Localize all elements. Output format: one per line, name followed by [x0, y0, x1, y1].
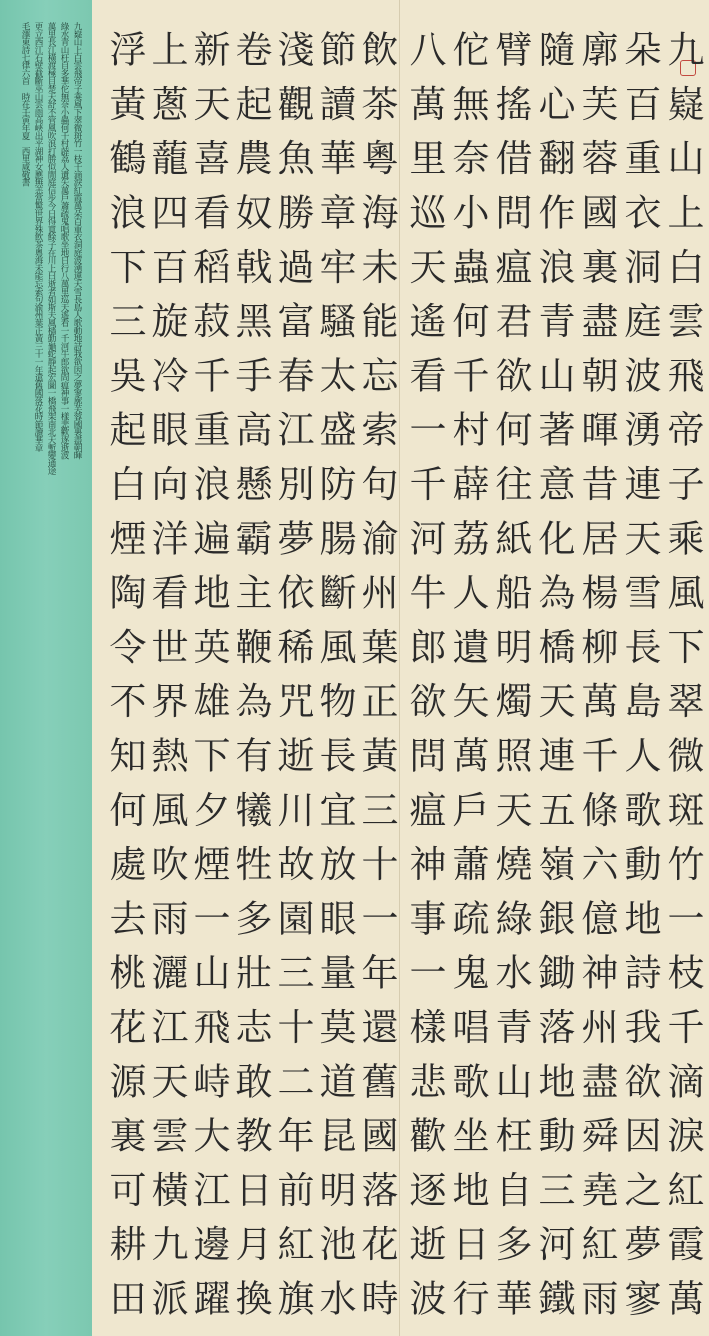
- colophon-column: 萬里長江橫渡極目楚天舒不管風吹浪打勝似閒庭信步今日得寬餘子在川上曰逝者如斯夫風檣動龜蛇靜起宏圖一橋飛架南北天塹變通途: [46, 22, 56, 475]
- calligraphy-column: 上蔥蘢四百旋冷眼向洋看世界熱風吹雨灑江天雲橫九派: [145, 30, 188, 1334]
- calligraphy-column: 九嶷山上白雲飛帝子乘風下翠微斑竹一枝千滴淚紅霞萬: [661, 30, 704, 1334]
- calligraphy-column: 節讀華章牢騷太盛防腸斷風物長宜放眼量莫道昆明池水: [313, 30, 356, 1334]
- calligraphy-column: 新天喜看稻菽千重浪遍地英雄下夕煙一山飛峙大江邊躍: [187, 30, 230, 1334]
- calligraphy-column: 廓芙蓉國裏盡朝暉昔居楊柳萬千條六億神州盡舜堯紅雨: [575, 30, 618, 1334]
- mounting-border-left: [0, 0, 92, 1336]
- calligraphy-column: 淺觀魚勝過富春江別夢依稀咒逝川故園三十二年前紅旗: [271, 30, 314, 1334]
- colophon-column: 更立西江石壁截斷巫山雲雨高峽出平湖神女應無恙當驚世界殊飲茶粵海未能忘索句渝州葉正黃三十一年還舊國落花時節讀華章: [33, 22, 43, 452]
- calligraphy-panel-left: [103, 30, 398, 1334]
- calligraphy-column: 八萬里巡天遙看一千河牛郎欲問瘟神事一樣悲歡逐逝波: [403, 30, 446, 1334]
- calligraphy-column: 臂搖借問瘟君欲何往紙船明燭照天燒綠水青山枉自多華: [489, 30, 532, 1334]
- calligraphy-column: 浮黃鶴浪下三吳起白煙陶令不知何處去桃花源裏可耕田: [103, 30, 146, 1334]
- calligraphy-column: 朵百重衣洞庭波湧連天雪長島人歌動地詩我欲因之夢寥: [618, 30, 661, 1334]
- calligraphy-column: 佗無奈小蟲何千村薜荔人遺矢萬戶蕭疏鬼唱歌坐地日行: [446, 30, 489, 1334]
- calligraphy-column: 卷起農奴戟黑手高懸霸主鞭為有犧牲多壯志敢教日月換: [229, 30, 272, 1334]
- colophon-column: 毛澤東詩七律六首 時在壬寅年夏 西里咸敬書: [20, 22, 30, 186]
- panel-seam: [399, 0, 400, 1336]
- colophon-inscription: [20, 22, 82, 1322]
- calligraphy-column: 隨心翻作浪青山著意化為橋天連五嶺銀鋤落地動三河鐵: [532, 30, 575, 1334]
- colophon-column: 綠水青山枉自多華佗無奈小蟲何千村薜荔人遺矢萬戶蕭疏鬼唱歌坐地日行八萬里巡天遙看一千河牛郎欲問瘟神事一樣悲歡逐逝波: [59, 22, 69, 459]
- colophon-column: 九嶷山上白雲飛帝子乘風下翠微斑竹一枝千滴淚紅霞萬朵百重衣洞庭波湧連天雪長島人歌動地詩我欲因之夢寥廓芙蓉國裏盡朝暉: [72, 22, 82, 459]
- calligraphy-panel-right: [403, 30, 704, 1334]
- calligraphy-column: 飲茶粵海未能忘索句渝州葉正黃三十一年還舊國落花時: [355, 30, 398, 1334]
- calligraphy-scroll: [92, 0, 709, 1336]
